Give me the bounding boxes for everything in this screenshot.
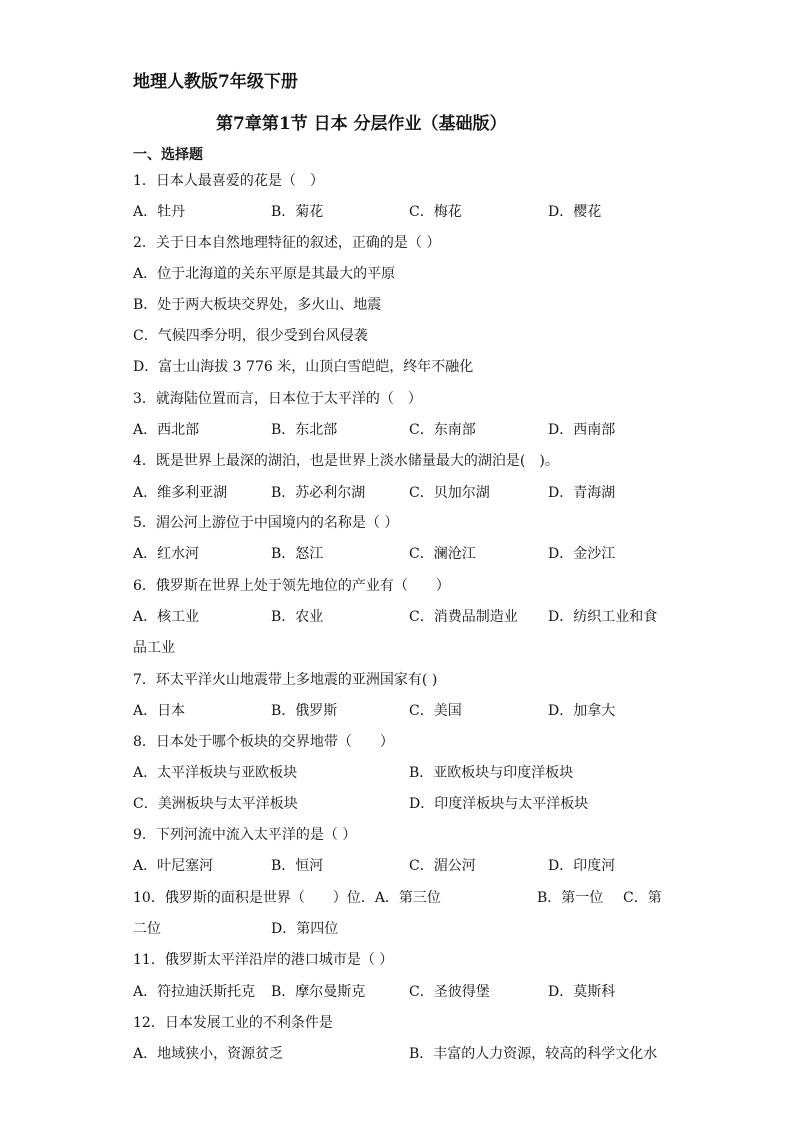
question-6-stem: 6．俄罗斯在世界上处于领先地位的产业有（ ） xyxy=(133,578,450,594)
question-9-option-a: A．叶尼塞河 xyxy=(133,858,214,874)
question-3-option-c: C．东南部 xyxy=(409,422,476,438)
question-6-option-b: B．农业 xyxy=(271,609,324,625)
question-6-continuation: 品工业 xyxy=(133,640,175,656)
question-6-option-d: D．纺织工业和食 xyxy=(548,609,658,625)
question-7-option-b: B．俄罗斯 xyxy=(271,703,338,719)
question-9-option-d: D．印度河 xyxy=(548,858,616,874)
question-9-option-b: B．恒河 xyxy=(271,858,324,874)
question-5-option-c: C．澜沧江 xyxy=(409,546,476,562)
question-6-option-a: A．核工业 xyxy=(133,609,200,625)
question-3-option-a: A．西北部 xyxy=(133,422,200,438)
question-1-option-c: C．梅花 xyxy=(409,204,462,220)
question-10-option-d: D．第四位 xyxy=(271,921,339,937)
question-7-option-d: D．加拿大 xyxy=(548,703,616,719)
question-2-option-a: A．位于北海道的关东平原是其最大的平原 xyxy=(133,266,396,282)
question-6-option-c: C．消费品制造业 xyxy=(409,609,518,625)
question-2-option-d: D．富士山海拔 3 776 米，山顶白雪皑皑，终年不融化 xyxy=(133,359,474,375)
question-7-option-a: A．日本 xyxy=(133,703,186,719)
question-2-option-b: B．处于两大板块交界处，多火山、地震 xyxy=(133,297,382,313)
question-12-stem: 12．日本发展工业的不利条件是 xyxy=(133,1015,333,1031)
question-3-stem: 3．就海陆位置而言，日本位于太平洋的（ ） xyxy=(133,391,422,407)
question-5-option-b: B．怒江 xyxy=(271,546,324,562)
subject-title: 地理人教版7年级下册 xyxy=(133,72,298,92)
question-11-option-b: B．摩尔曼斯克 xyxy=(271,984,366,1000)
question-10-option-b: B．第一位 xyxy=(537,890,604,906)
question-3-option-b: B．东北部 xyxy=(271,422,338,438)
question-1-option-a: A．牡丹 xyxy=(133,204,186,220)
question-1-stem: 1．日本人最喜爱的花是（ ） xyxy=(133,173,324,189)
question-11-option-a: A．符拉迪沃斯托克 xyxy=(133,984,256,1000)
question-4-option-d: D．青海湖 xyxy=(548,485,616,501)
question-11-option-d: D．莫斯科 xyxy=(548,984,616,1000)
question-10-option-c: C．第 xyxy=(623,890,662,906)
question-9-option-c: C．湄公河 xyxy=(409,858,476,874)
question-10-stem: 10．俄罗斯的面积是世界（ ）位．A．第三位 xyxy=(133,890,441,906)
question-4-option-c: C．贝加尔湖 xyxy=(409,485,490,501)
section-label: 一、选择题 xyxy=(133,147,203,163)
question-11-stem: 11．俄罗斯太平洋沿岸的港口城市是（ ） xyxy=(133,952,394,968)
question-8-stem: 8．日本处于哪个板块的交界地带（ ） xyxy=(133,734,394,750)
question-4-stem: 4．既是世界上最深的湖泊，也是世界上淡水储量最大的湖泊是( )。 xyxy=(133,453,559,469)
question-9-stem: 9．下列河流中流入太平洋的是（ ） xyxy=(133,827,357,843)
question-4-option-b: B．苏必利尔湖 xyxy=(271,485,366,501)
question-4-option-a: A．维多利亚湖 xyxy=(133,485,228,501)
question-12-option-b: B．丰富的人力资源，较高的科学文化水 xyxy=(409,1046,658,1062)
question-11-option-c: C．圣彼得堡 xyxy=(409,984,490,1000)
question-8-option-c: C．美洲板块与太平洋板块 xyxy=(133,796,298,812)
question-5-stem: 5．湄公河上游位于中国境内的名称是（ ） xyxy=(133,515,399,531)
question-8-option-b: B．亚欧板块与印度洋板块 xyxy=(409,765,574,781)
question-12-option-a: A．地域狭小，资源贫乏 xyxy=(133,1046,284,1062)
question-1-option-d: D．樱花 xyxy=(548,204,602,220)
question-2-stem: 2．关于日本自然地理特征的叙述，正确的是（ ） xyxy=(133,235,441,251)
question-8-option-d: D．印度洋板块与太平洋板块 xyxy=(409,796,589,812)
question-5-option-d: D．金沙江 xyxy=(548,546,616,562)
question-5-option-a: A．红水河 xyxy=(133,546,200,562)
question-3-option-d: D．西南部 xyxy=(548,422,616,438)
question-1-option-b: B．菊花 xyxy=(271,204,324,220)
question-10-continuation: 二位 xyxy=(133,921,161,937)
question-7-stem: 7．环太平洋火山地震带上多地震的亚洲国家有( ) xyxy=(133,672,438,688)
question-7-option-c: C．美国 xyxy=(409,703,462,719)
question-8-option-a: A．太平洋板块与亚欧板块 xyxy=(133,765,298,781)
chapter-title: 第7章第1节 日本 分层作业（基础版） xyxy=(216,114,507,134)
question-2-option-c: C．气候四季分明，很少受到台风侵袭 xyxy=(133,328,368,344)
